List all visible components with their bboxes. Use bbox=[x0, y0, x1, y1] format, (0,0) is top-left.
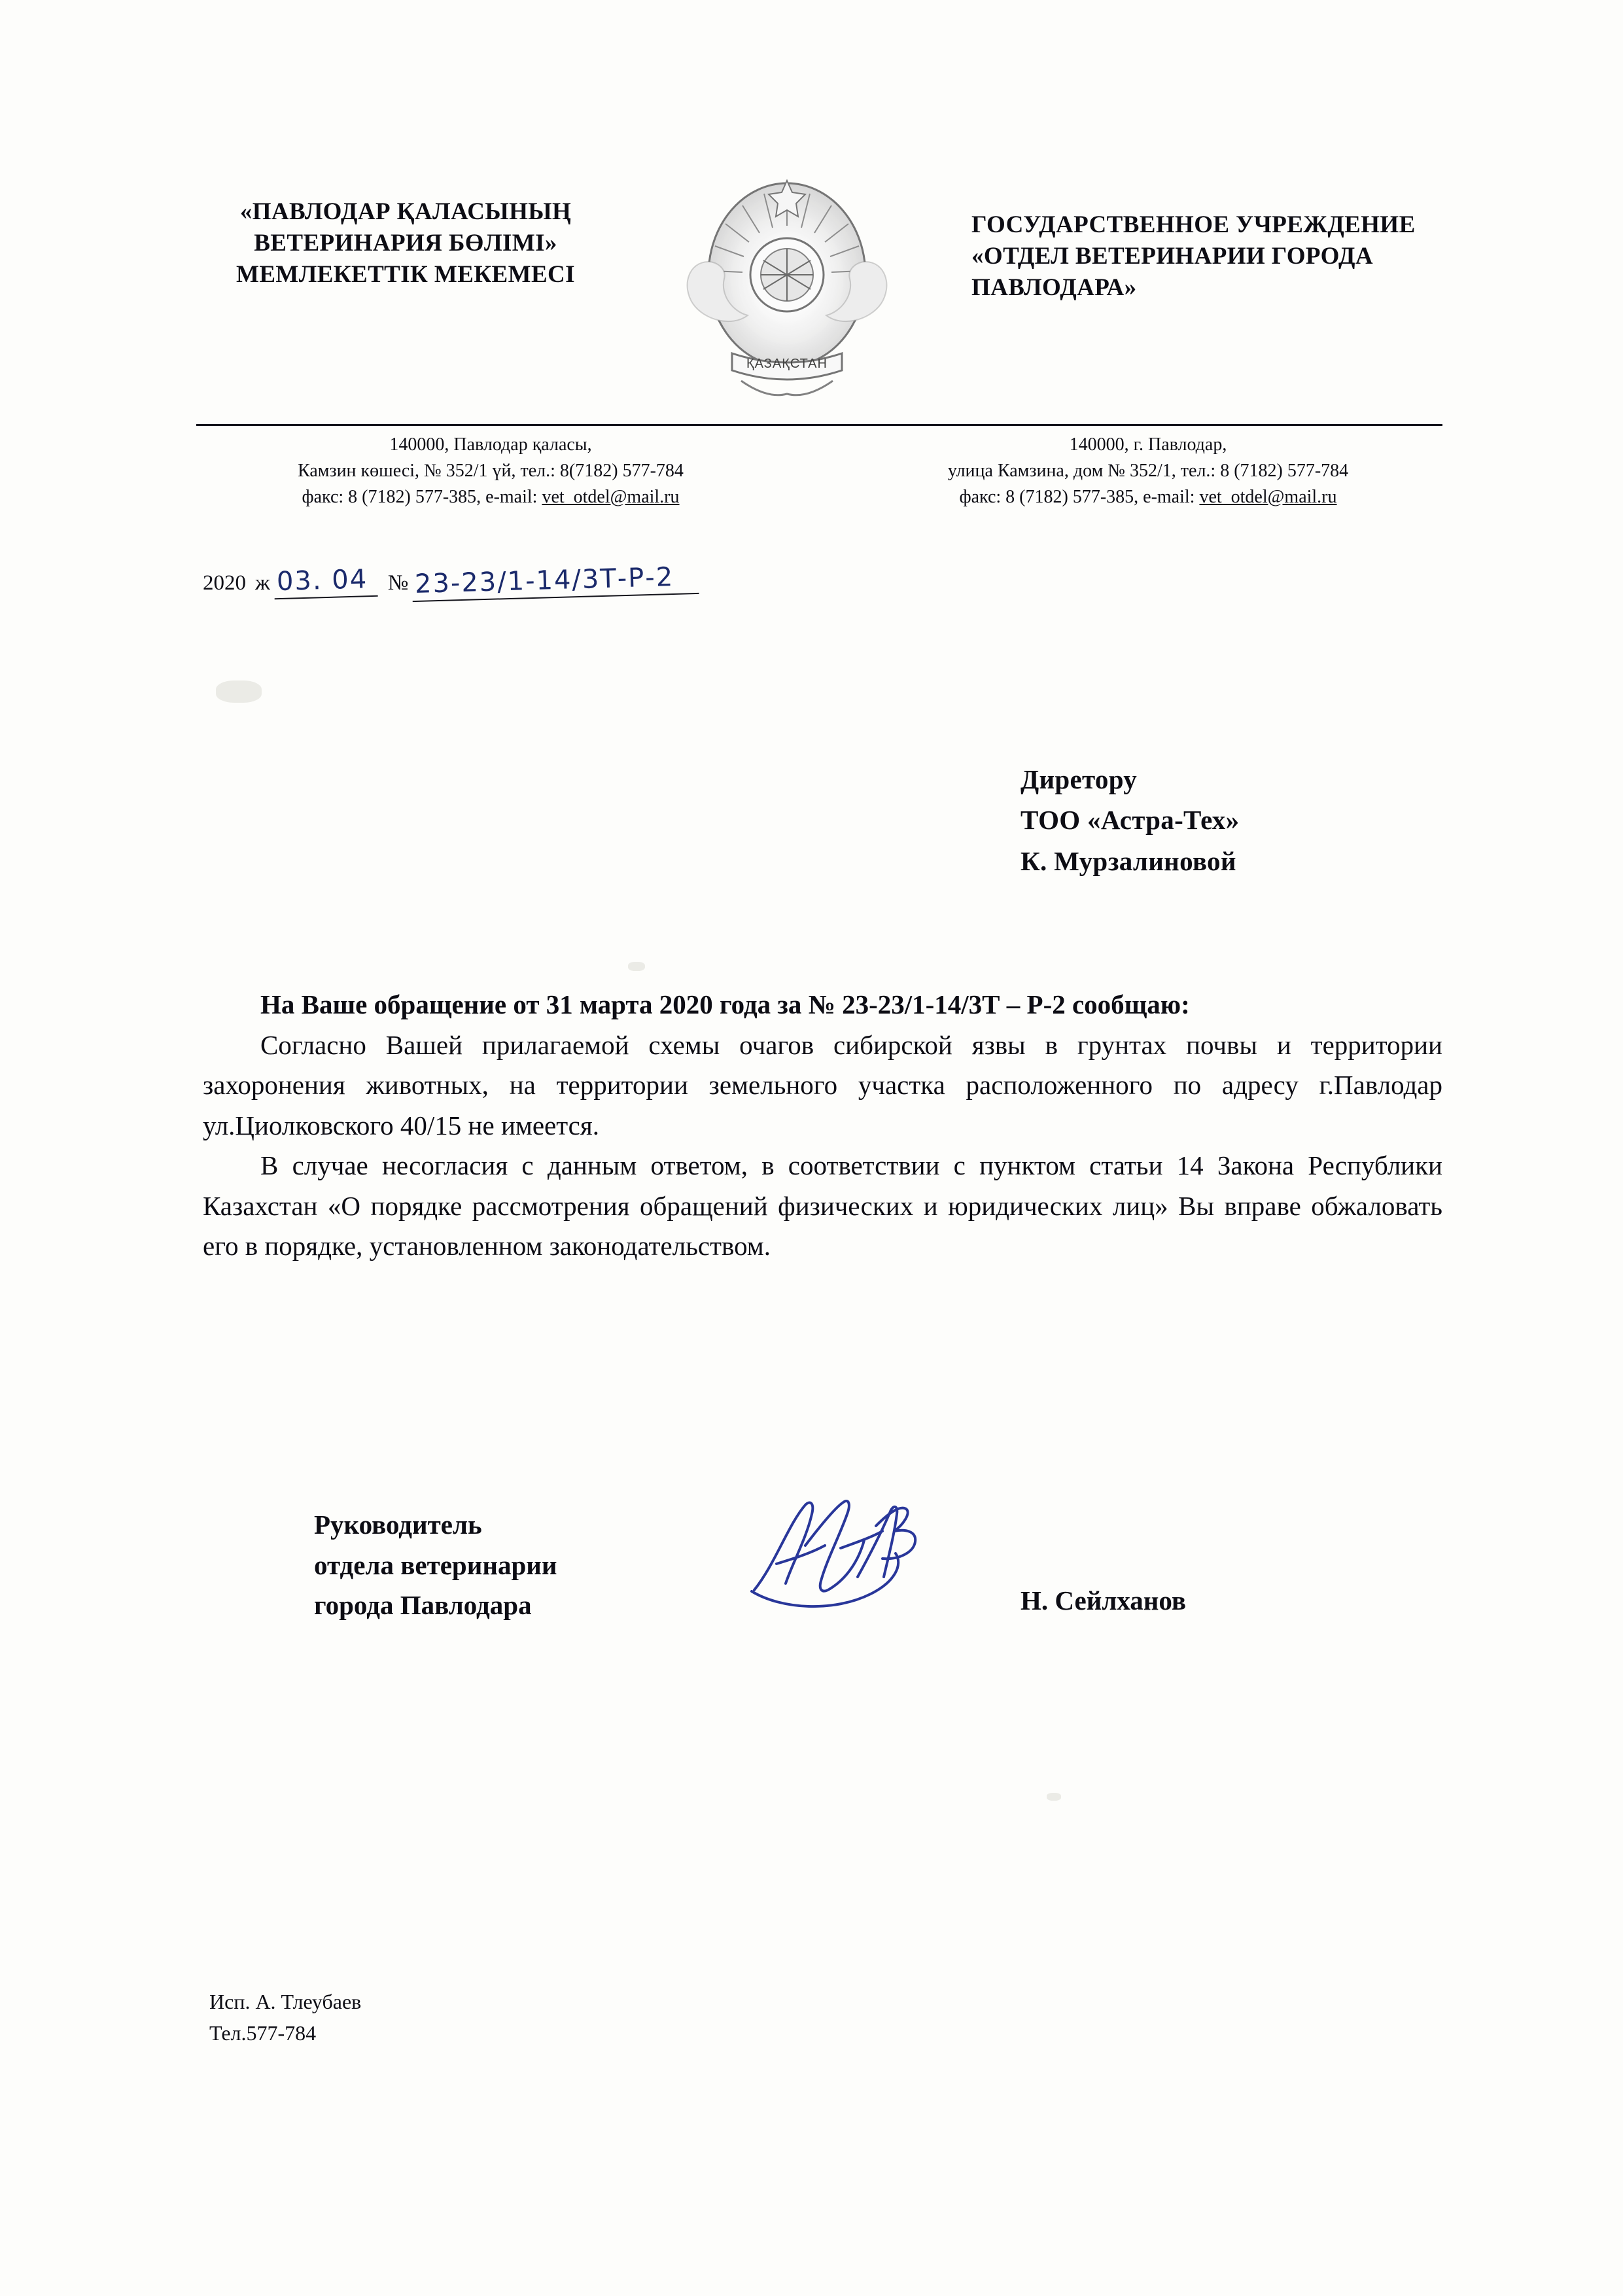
address-line-2: улица Камзина, дом № 352/1, тел.: 8 (7182) 577-784 bbox=[947, 460, 1349, 481]
reference-year: 2020 bbox=[203, 571, 246, 595]
address-line-1: 140000, Павлодар қаласы, bbox=[389, 434, 592, 455]
address-block-kazakh bbox=[196, 432, 785, 510]
body-paragraph-2: В случае несогласия с данным ответом, в соответствии с пунктом статьи 14 Закона Республики Казахстан «О порядке рассмотрения обращений физических и юридических лиц» Вы вправе обжаловать его в порядке, установленном законодательством. bbox=[203, 1150, 1442, 1261]
signature-block bbox=[314, 1505, 1295, 1626]
body-lead bbox=[203, 985, 1442, 1025]
addressee-block bbox=[1021, 759, 1239, 881]
svg-text:ҚАЗАҚСТАН: ҚАЗАҚСТАН bbox=[746, 357, 828, 371]
signatory-title-line-2: отдела ветеринарии bbox=[314, 1549, 557, 1580]
fax-label: факс: 8 (7182) 577-385, e-mail: bbox=[302, 486, 542, 507]
fax-label: факс: 8 (7182) 577-385, e-mail: bbox=[959, 486, 1200, 507]
document-footer bbox=[209, 1986, 361, 2049]
body-lead-text: На Ваше обращение от 31 марта 2020 года за № 23-23/1-14/3Т – Р-2 сообщаю bbox=[260, 989, 1181, 1019]
address-line-2: Камзин көшесі, № 352/1 үй, тел.: 8(7182) 577-784 bbox=[298, 460, 684, 481]
address-line-3 bbox=[854, 484, 1442, 510]
address-line-1: 140000, г. Павлодар, bbox=[1069, 434, 1227, 455]
scan-speckle bbox=[216, 680, 262, 703]
scan-speckle bbox=[1047, 1793, 1061, 1801]
email-link[interactable]: vet_otdel@mail.ru bbox=[542, 486, 680, 507]
body-lead-colon: : bbox=[1181, 989, 1190, 1019]
coat-of-arms-icon bbox=[669, 164, 905, 412]
number-symbol: № bbox=[387, 571, 409, 595]
executor-name: Исп. А. Тлеубаев bbox=[209, 1990, 362, 2013]
scan-speckle bbox=[628, 962, 645, 971]
letterhead-title-kazakh: «ПАВЛОДАР ҚАЛАСЫНЫҢ ВЕТЕРИНАРИЯ БӨЛІМІ» МЕМЛЕКЕТТІК МЕКЕМЕСІ bbox=[236, 198, 575, 289]
addressee-company: ТОО «Астра-Тех» bbox=[1021, 805, 1240, 836]
letterhead bbox=[196, 164, 1442, 412]
signature-icon bbox=[742, 1485, 958, 1616]
contact-details bbox=[196, 432, 1442, 510]
executor-phone: Тел.577-784 bbox=[209, 2021, 317, 2045]
address-block-russian bbox=[854, 432, 1442, 510]
addressee-name: К. Мурзалиновой bbox=[1021, 845, 1236, 876]
emblem-container bbox=[650, 164, 924, 412]
email-link[interactable]: vet_otdel@mail.ru bbox=[1199, 486, 1337, 507]
letterhead-title-russian: ГОСУДАРСТВЕННОЕ УЧРЕЖДЕНИЕ «ОТДЕЛ ВЕТЕРИНАРИИ ГОРОДА ПАВЛОДАРА» bbox=[971, 211, 1416, 302]
reference-date-value: 03. 04 bbox=[273, 564, 377, 599]
reference-date-label: ж bbox=[255, 571, 270, 595]
reference-number-value: 23-23/1-14/3Т-Р-2 bbox=[412, 561, 699, 602]
body-paragraph-1: Согласно Вашей прилагаемой схемы очагов сибирской язвы в грунтах почвы и территории захоронения животных, на территории земельного участка расположенного по адресу г.Павлодар ул.Циолковского 40/15 не имеется. bbox=[203, 1029, 1442, 1140]
signatory-name: Н. Сейлханов bbox=[1021, 1585, 1187, 1616]
signatory-title bbox=[314, 1505, 680, 1626]
reference-line bbox=[203, 561, 703, 599]
address-line-3 bbox=[196, 484, 785, 510]
letter-body bbox=[203, 985, 1442, 1267]
header-divider bbox=[196, 424, 1442, 426]
signatory-title-line-1: Руководитель bbox=[314, 1510, 482, 1540]
signatory-title-line-3: города Павлодара bbox=[314, 1590, 532, 1620]
addressee-role: Диретору bbox=[1021, 764, 1138, 794]
